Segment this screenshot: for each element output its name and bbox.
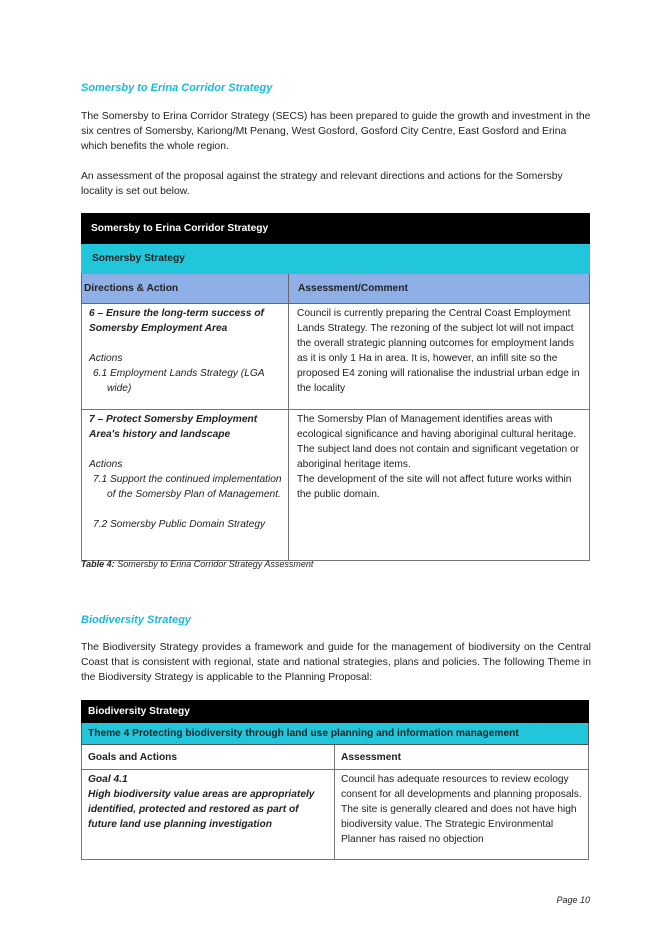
column-header-assessment: Assessment — [335, 745, 589, 770]
section-heading-secs: Somersby to Erina Corridor Strategy — [81, 82, 273, 94]
assessment-cell: Council has adequate resources to review ecology consent for all developments and planning proposals. The site is generally cleared and does not have high biodiversity value. The Strategic Environmental Planner has raised no objection — [335, 770, 589, 860]
assessment-cell — [289, 410, 590, 561]
action-item: 7.2 Somersby Public Domain Strategy — [93, 519, 266, 530]
actions-label: Actions — [89, 353, 123, 364]
biodiversity-intro-paragraph: The Biodiversity Strategy provides a framework and guide for the management of biodiversity on the Central Coast that is consistent with regional, state and national strategies, plans and policies. The following Theme in the Biodiversity Strategy is applicable to the Planning Proposal: — [81, 642, 591, 683]
column-header-assessment: Assessment/Comment — [289, 274, 590, 304]
assessment-cell: Council is currently preparing the Central Coast Employment Lands Strategy. The rezoning of the subject lot will not impact the overall strategic planning outcomes for employment lands as it is only 1 Ha in area. It is, however, an infill site so the proposed E4 zoning will rationalise the industrial urban edge in the locality — [289, 304, 590, 410]
action-item: 7.1 Support the continued implementation of the Somersby Plan of Management. — [93, 474, 282, 500]
goal-text: High biodiversity value areas are appropriately identified, protected and restored as part of future land use planning investigation — [88, 789, 315, 830]
assessment-text: The Somersby Plan of Management identifies areas with ecological significance and having aboriginal cultural heritage. The subject land does not contain and significant vegetation or aboriginal heritage items. — [297, 414, 580, 470]
page-number: Page 10 — [556, 895, 590, 905]
table-subtitle: Theme 4 Protecting biodiversity through land use planning and information management — [82, 723, 589, 745]
direction-title: 6 – Ensure the long-term success of Somersby Employment Area — [89, 308, 264, 334]
goal-label: Goal 4.1 — [88, 774, 128, 785]
table-title: Somersby to Erina Corridor Strategy — [82, 214, 590, 244]
table-subtitle: Somersby Strategy — [82, 244, 590, 274]
actions-label: Actions — [89, 459, 123, 470]
secs-assessment-paragraph: An assessment of the proposal against the strategy and relevant directions and actions for the Somersby locality is set out below. — [81, 171, 563, 197]
biodiversity-table — [81, 700, 589, 860]
section-heading-biodiversity: Biodiversity Strategy — [81, 614, 192, 626]
column-header-goals: Goals and Actions — [82, 745, 335, 770]
secs-intro-paragraph: The Somersby to Erina Corridor Strategy (SECS) has been prepared to guide the growth and investment in the six centres of Somersby, Kariong/Mt Penang, West Gosford, Gosford City Centre, East Gosford and Erina which benefits the whole region. — [81, 111, 591, 152]
table-caption — [81, 559, 313, 569]
caption-label: Table 4: — [81, 559, 115, 569]
table-title: Biodiversity Strategy — [82, 701, 589, 723]
column-header-directions: Directions & Action — [82, 274, 289, 304]
assessment-text: The development of the site will not affect future works within the public domain. — [297, 474, 572, 500]
caption-text: Somersby to Erina Corridor Strategy Assessment — [114, 559, 314, 569]
table-row — [82, 410, 590, 561]
direction-title: 7 – Protect Somersby Employment Area's history and landscape — [89, 414, 258, 440]
table-row — [82, 770, 589, 860]
table-row — [82, 304, 590, 410]
secs-assessment-table — [81, 213, 590, 561]
action-item: 6.1 Employment Lands Strategy (LGA wide) — [93, 368, 265, 394]
